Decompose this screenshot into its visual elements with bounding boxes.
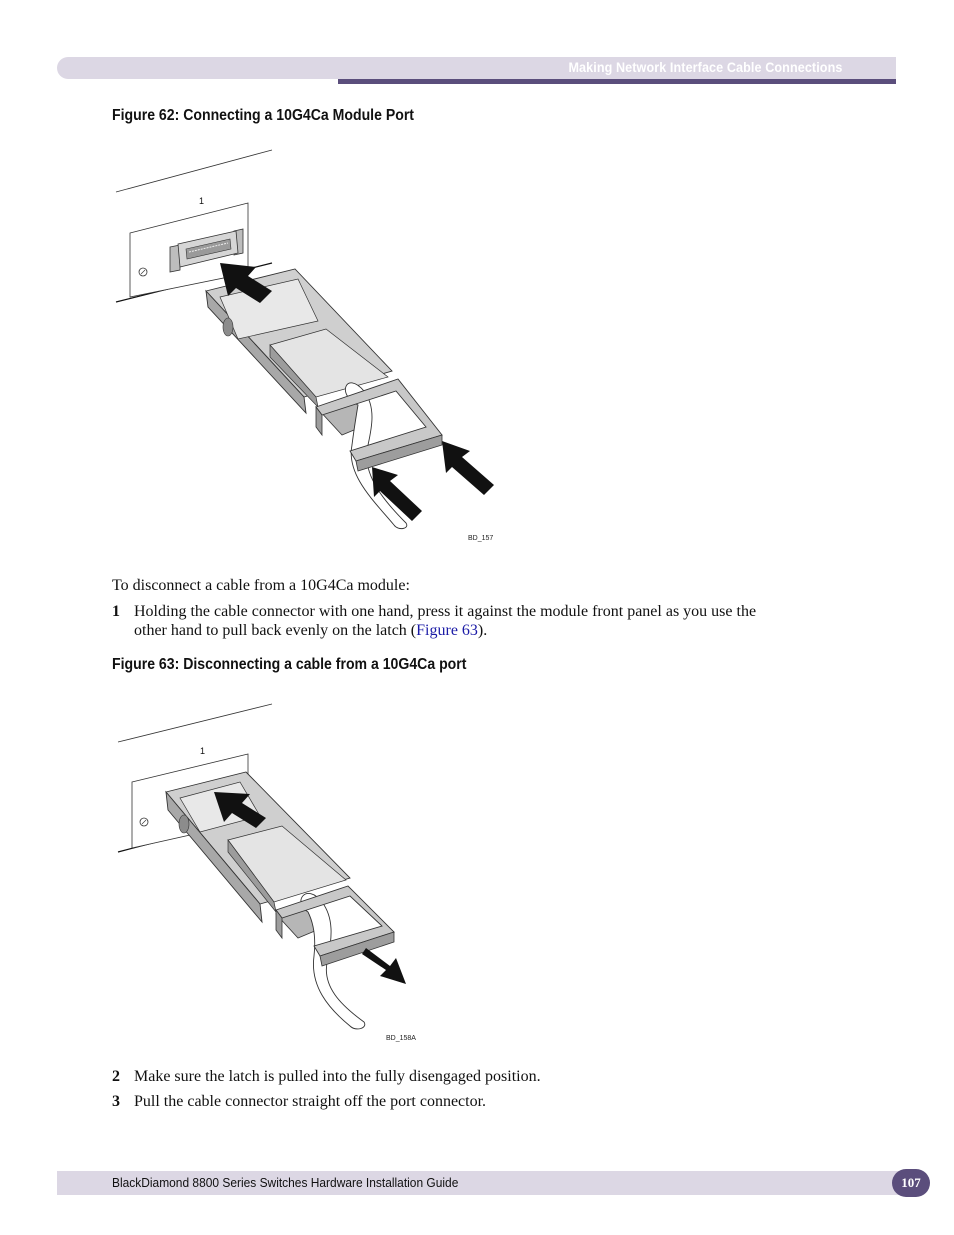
step-2-number: 2 — [112, 1068, 120, 1085]
intro-paragraph: To disconnect a cable from a 10G4Ca module: — [112, 577, 410, 594]
figure-62-illustration — [110, 145, 510, 550]
figure-62-id-label: BD_157 — [468, 535, 494, 542]
arrow-push-right-icon — [442, 441, 494, 495]
page-number-badge: 107 — [892, 1169, 930, 1197]
footer-guide-title: BlackDiamond 8800 Series Switches Hardware Installation Guide — [112, 1175, 459, 1190]
step-2-text: Make sure the latch is pulled into the fully disengaged position. — [134, 1068, 541, 1085]
step-3-number: 3 — [112, 1093, 120, 1110]
step-3-text: Pull the cable connector straight off the port connector. — [134, 1093, 487, 1110]
chassis-top-edge — [118, 704, 272, 742]
figure-63-caption: Figure 63: Disconnecting a cable from a 10G4Ca port — [112, 656, 467, 673]
step-1-number: 1 — [112, 603, 120, 620]
chassis-top-edge — [116, 150, 272, 192]
figure-63-illustration — [110, 700, 430, 1045]
running-header-title: Making Network Interface Cable Connections — [567, 59, 842, 75]
arrow-pull-latch-icon — [362, 948, 406, 984]
figure-63-link[interactable]: Figure 63 — [416, 622, 478, 639]
figure-62-caption: Figure 62: Connecting a 10G4Ca Module Port — [112, 107, 414, 124]
step-1-text: Holding the cable connector with one hand, press it against the module front panel as you use the other hand to pull back evenly on the latch (Figure 63). — [134, 603, 757, 639]
port-number-label: 1 — [200, 746, 206, 756]
port-number-label: 1 — [199, 196, 205, 206]
header-accent-rule — [338, 79, 896, 84]
figure-63-id-label: BD_158A — [386, 1035, 416, 1042]
